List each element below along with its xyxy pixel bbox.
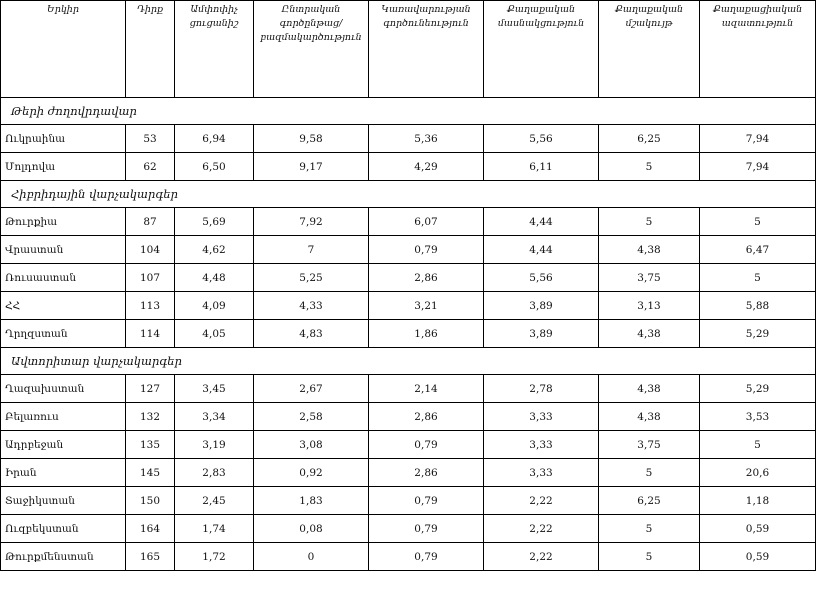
section-row — [1, 181, 816, 208]
score-cell: 5 — [700, 431, 816, 459]
section-title: Թերի ժողովրդավար — [1, 98, 816, 125]
country-cell: Տաջիկստան — [1, 487, 126, 515]
score-cell: 3,08 — [254, 431, 369, 459]
rank-cell: 165 — [126, 543, 175, 571]
score-cell: 6,47 — [700, 236, 816, 264]
score-cell: 0,79 — [369, 431, 484, 459]
country-cell: ՀՀ — [1, 292, 126, 320]
header-civil-liberties: Քաղաքացիական ազատություն — [700, 1, 816, 98]
score-cell: 3,33 — [484, 431, 599, 459]
score-cell: 3,89 — [484, 320, 599, 348]
table-row — [1, 543, 816, 571]
country-cell: Վրաստան — [1, 236, 126, 264]
score-cell: 7,94 — [700, 153, 816, 181]
score-cell: 3,45 — [175, 375, 254, 403]
rank-cell: 127 — [126, 375, 175, 403]
section-title: Հիբրիդային վարչակարգեր — [1, 181, 816, 208]
score-cell: 3,75 — [599, 431, 700, 459]
header-political-participation: Քաղաքական մասնակցություն — [484, 1, 599, 98]
score-cell: 4,38 — [599, 320, 700, 348]
table-row — [1, 236, 816, 264]
table-row — [1, 125, 816, 153]
score-cell: 5,56 — [484, 264, 599, 292]
score-cell: 2,22 — [484, 487, 599, 515]
score-cell: 5,29 — [700, 320, 816, 348]
country-cell: Թուրքիա — [1, 208, 126, 236]
score-cell: 5,88 — [700, 292, 816, 320]
rank-cell: 107 — [126, 264, 175, 292]
score-cell: 2,86 — [369, 403, 484, 431]
score-cell: 2,58 — [254, 403, 369, 431]
score-cell: 20,6 — [700, 459, 816, 487]
table-row — [1, 459, 816, 487]
table-row — [1, 487, 816, 515]
country-cell: Մոլդովա — [1, 153, 126, 181]
score-cell: 1,72 — [175, 543, 254, 571]
table-row — [1, 431, 816, 459]
score-cell: 9,17 — [254, 153, 369, 181]
rank-cell: 53 — [126, 125, 175, 153]
score-cell: 4,38 — [599, 403, 700, 431]
score-cell: 7,92 — [254, 208, 369, 236]
section-title: Ավտորիտար վարչակարգեր — [1, 348, 816, 375]
rank-cell: 114 — [126, 320, 175, 348]
country-cell: Ուզբեկստան — [1, 515, 126, 543]
country-cell: Ուկրաինա — [1, 125, 126, 153]
rank-cell: 113 — [126, 292, 175, 320]
score-cell: 4,05 — [175, 320, 254, 348]
header-rank: Դիրք — [126, 1, 175, 98]
score-cell: 1,83 — [254, 487, 369, 515]
header-row — [1, 1, 816, 98]
score-cell: 4,83 — [254, 320, 369, 348]
score-cell: 0 — [254, 543, 369, 571]
score-cell: 2,14 — [369, 375, 484, 403]
score-cell: 5,56 — [484, 125, 599, 153]
country-cell: Թուրքմենստան — [1, 543, 126, 571]
score-cell: 2,86 — [369, 459, 484, 487]
rank-cell: 87 — [126, 208, 175, 236]
score-cell: 0,79 — [369, 543, 484, 571]
table-row — [1, 403, 816, 431]
score-cell: 4,38 — [599, 375, 700, 403]
score-cell: 2,22 — [484, 515, 599, 543]
score-cell: 5 — [599, 459, 700, 487]
rank-cell: 104 — [126, 236, 175, 264]
score-cell: 2,45 — [175, 487, 254, 515]
score-cell: 4,44 — [484, 208, 599, 236]
country-cell: Բելառուս — [1, 403, 126, 431]
table-row — [1, 515, 816, 543]
rank-cell: 62 — [126, 153, 175, 181]
country-cell: Ռուսաստան — [1, 264, 126, 292]
rank-cell: 132 — [126, 403, 175, 431]
score-cell: 4,62 — [175, 236, 254, 264]
score-cell: 4,33 — [254, 292, 369, 320]
score-cell: 6,07 — [369, 208, 484, 236]
header-country: Երկիր — [1, 1, 126, 98]
score-cell: 0,79 — [369, 515, 484, 543]
score-cell: 6,11 — [484, 153, 599, 181]
score-cell: 2,83 — [175, 459, 254, 487]
rank-cell: 164 — [126, 515, 175, 543]
score-cell: 5 — [599, 208, 700, 236]
score-cell: 3,33 — [484, 403, 599, 431]
section-row — [1, 348, 816, 375]
score-cell: 1,18 — [700, 487, 816, 515]
score-cell: 5 — [599, 515, 700, 543]
score-cell: 5 — [700, 208, 816, 236]
score-cell: 3,21 — [369, 292, 484, 320]
score-cell: 0,59 — [700, 515, 816, 543]
rank-cell: 150 — [126, 487, 175, 515]
score-cell: 4,48 — [175, 264, 254, 292]
score-cell: 4,38 — [599, 236, 700, 264]
score-cell: 0,59 — [700, 543, 816, 571]
score-cell: 4,09 — [175, 292, 254, 320]
score-cell: 3,75 — [599, 264, 700, 292]
score-cell: 6,50 — [175, 153, 254, 181]
score-cell: 2,67 — [254, 375, 369, 403]
country-cell: Ղրղզստան — [1, 320, 126, 348]
score-cell: 2,78 — [484, 375, 599, 403]
table-row — [1, 153, 816, 181]
country-cell: Ադրբեջան — [1, 431, 126, 459]
country-cell: Իրան — [1, 459, 126, 487]
header-political-culture: Քաղաքական մշակույթ — [599, 1, 700, 98]
score-cell: 6,25 — [599, 487, 700, 515]
score-cell: 7,94 — [700, 125, 816, 153]
score-cell: 3,89 — [484, 292, 599, 320]
score-cell: 3,34 — [175, 403, 254, 431]
score-cell: 6,25 — [599, 125, 700, 153]
score-cell: 2,86 — [369, 264, 484, 292]
score-cell: 9,58 — [254, 125, 369, 153]
section-row — [1, 98, 816, 125]
score-cell: 0,92 — [254, 459, 369, 487]
score-cell: 7 — [254, 236, 369, 264]
score-cell: 5 — [599, 543, 700, 571]
country-cell: Ղազախստան — [1, 375, 126, 403]
score-cell: 4,29 — [369, 153, 484, 181]
score-cell: 1,86 — [369, 320, 484, 348]
rank-cell: 145 — [126, 459, 175, 487]
header-overall-score: Ամփոփիչ ցուցանիշ — [175, 1, 254, 98]
table-row — [1, 375, 816, 403]
score-cell: 0,79 — [369, 236, 484, 264]
score-cell: 5,25 — [254, 264, 369, 292]
table-row — [1, 320, 816, 348]
score-cell: 3,33 — [484, 459, 599, 487]
score-cell: 5,29 — [700, 375, 816, 403]
score-cell: 6,94 — [175, 125, 254, 153]
header-electoral-process: Ընտրական գործընթաց/բազմակարծություն — [254, 1, 369, 98]
score-cell: 3,13 — [599, 292, 700, 320]
score-cell: 0,79 — [369, 487, 484, 515]
score-cell: 3,19 — [175, 431, 254, 459]
score-cell: 4,44 — [484, 236, 599, 264]
header-government-functioning: Կառավարության գործունեություն — [369, 1, 484, 98]
score-cell: 3,53 — [700, 403, 816, 431]
score-cell: 2,22 — [484, 543, 599, 571]
score-cell: 5 — [599, 153, 700, 181]
score-cell: 0,08 — [254, 515, 369, 543]
rank-cell: 135 — [126, 431, 175, 459]
score-cell: 5 — [700, 264, 816, 292]
table-row — [1, 208, 816, 236]
table-row — [1, 264, 816, 292]
score-cell: 1,74 — [175, 515, 254, 543]
score-cell: 5,36 — [369, 125, 484, 153]
table-row — [1, 292, 816, 320]
score-cell: 5,69 — [175, 208, 254, 236]
